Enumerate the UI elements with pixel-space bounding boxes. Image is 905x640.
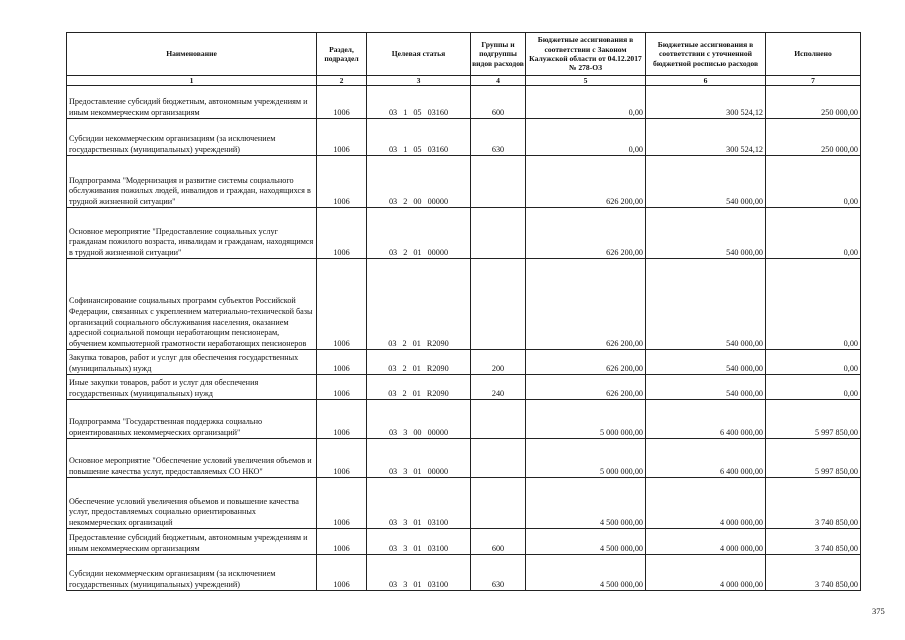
row-name: Основное мероприятие "Предоставление социальных услуг гражданам пожилого возраста, инвалидам и гражданам, находящимся в трудной жизненной ситуации" bbox=[67, 208, 317, 259]
row-name: Софинансирование социальных программ субъектов Российской Федерации, связанных с укреплением материально-технической базы организаций социального обслуживания населения, оказанием адресной социальной помощи неработающим пенсионерам, обучением компьютерной грамотности неработающих пенсионеров bbox=[67, 259, 317, 350]
row-executed-amount: 0,00 bbox=[766, 259, 861, 350]
row-executed-amount: 0,00 bbox=[766, 350, 861, 375]
row-name: Закупка товаров, работ и услуг для обеспечения государственных (муниципальных) нужд bbox=[67, 350, 317, 375]
row-executed-amount: 3 740 850,00 bbox=[766, 478, 861, 529]
row-executed-amount: 250 000,00 bbox=[766, 86, 861, 119]
table-row bbox=[67, 400, 861, 439]
row-target: 03 2 00 00000 bbox=[367, 156, 471, 208]
row-executed-amount: 3 740 850,00 bbox=[766, 555, 861, 591]
row-target: 03 3 01 03100 bbox=[367, 529, 471, 555]
header-executed: Исполнено bbox=[766, 33, 861, 76]
row-group: 600 bbox=[471, 529, 526, 555]
table-row bbox=[67, 208, 861, 259]
row-section: 1006 bbox=[317, 208, 367, 259]
row-refined-amount: 300 524,12 bbox=[646, 86, 766, 119]
row-group: 630 bbox=[471, 555, 526, 591]
row-law-amount: 4 500 000,00 bbox=[526, 555, 646, 591]
column-number: 2 bbox=[317, 76, 367, 86]
row-group: 200 bbox=[471, 350, 526, 375]
row-law-amount: 626 200,00 bbox=[526, 156, 646, 208]
row-refined-amount: 540 000,00 bbox=[646, 375, 766, 400]
row-target: 03 3 01 00000 bbox=[367, 439, 471, 478]
row-refined-amount: 6 400 000,00 bbox=[646, 439, 766, 478]
budget-table bbox=[66, 32, 861, 591]
row-law-amount: 0,00 bbox=[526, 119, 646, 156]
row-target: 03 2 01 00000 bbox=[367, 208, 471, 259]
row-target: 03 1 05 03160 bbox=[367, 119, 471, 156]
row-section: 1006 bbox=[317, 400, 367, 439]
header-target: Целевая статья bbox=[367, 33, 471, 76]
row-group: 600 bbox=[471, 86, 526, 119]
row-name: Субсидии некоммерческим организациям (за исключением государственных (муниципальных) учреждений) bbox=[67, 555, 317, 591]
row-group bbox=[471, 208, 526, 259]
table-row bbox=[67, 156, 861, 208]
row-refined-amount: 540 000,00 bbox=[646, 259, 766, 350]
row-law-amount: 5 000 000,00 bbox=[526, 439, 646, 478]
row-target: 03 2 01 R2090 bbox=[367, 350, 471, 375]
row-target: 03 3 01 03100 bbox=[367, 555, 471, 591]
row-target: 03 3 01 03100 bbox=[367, 478, 471, 529]
row-section: 1006 bbox=[317, 478, 367, 529]
row-section: 1006 bbox=[317, 375, 367, 400]
header-name: Наименование bbox=[67, 33, 317, 76]
column-number: 3 bbox=[367, 76, 471, 86]
row-law-amount: 626 200,00 bbox=[526, 259, 646, 350]
row-name: Подпрограмма "Государственная поддержка социально ориентированных некоммерческих организаций" bbox=[67, 400, 317, 439]
row-name: Основное мероприятие "Обеспечение условий увеличения объемов и повышение качества услуг, предоставляемых СО НКО" bbox=[67, 439, 317, 478]
row-executed-amount: 250 000,00 bbox=[766, 119, 861, 156]
row-refined-amount: 540 000,00 bbox=[646, 350, 766, 375]
header-row bbox=[67, 33, 861, 76]
row-law-amount: 4 500 000,00 bbox=[526, 478, 646, 529]
column-number: 7 bbox=[766, 76, 861, 86]
row-group: 630 bbox=[471, 119, 526, 156]
row-executed-amount: 0,00 bbox=[766, 375, 861, 400]
table-row bbox=[67, 375, 861, 400]
row-law-amount: 0,00 bbox=[526, 86, 646, 119]
row-refined-amount: 4 000 000,00 bbox=[646, 529, 766, 555]
row-refined-amount: 540 000,00 bbox=[646, 208, 766, 259]
row-executed-amount: 3 740 850,00 bbox=[766, 529, 861, 555]
table-row bbox=[67, 350, 861, 375]
header-law: Бюджетные ассигнования в соответствии с Законом Калужской области от 04.12.2017 № 278-ОЗ bbox=[526, 33, 646, 76]
row-section: 1006 bbox=[317, 350, 367, 375]
row-refined-amount: 6 400 000,00 bbox=[646, 400, 766, 439]
row-section: 1006 bbox=[317, 86, 367, 119]
row-target: 03 2 01 R2090 bbox=[367, 375, 471, 400]
row-refined-amount: 4 000 000,00 bbox=[646, 555, 766, 591]
table-row bbox=[67, 86, 861, 119]
row-law-amount: 626 200,00 bbox=[526, 208, 646, 259]
header-section: Раздел, подраздел bbox=[317, 33, 367, 76]
row-executed-amount: 5 997 850,00 bbox=[766, 439, 861, 478]
column-number: 5 bbox=[526, 76, 646, 86]
row-refined-amount: 540 000,00 bbox=[646, 156, 766, 208]
row-group bbox=[471, 439, 526, 478]
row-section: 1006 bbox=[317, 156, 367, 208]
row-executed-amount: 0,00 bbox=[766, 208, 861, 259]
row-section: 1006 bbox=[317, 439, 367, 478]
row-law-amount: 626 200,00 bbox=[526, 375, 646, 400]
table-row bbox=[67, 555, 861, 591]
table-row bbox=[67, 529, 861, 555]
row-group bbox=[471, 400, 526, 439]
row-section: 1006 bbox=[317, 555, 367, 591]
header-refined: Бюджетные ассигнования в соответствии с уточненной бюджетной росписью расходов bbox=[646, 33, 766, 76]
table-row bbox=[67, 439, 861, 478]
page-number: 375 bbox=[872, 606, 885, 616]
row-law-amount: 5 000 000,00 bbox=[526, 400, 646, 439]
row-name: Предоставление субсидий бюджетным, автономным учреждениям и иным некоммерческим организациям bbox=[67, 86, 317, 119]
table-row bbox=[67, 119, 861, 156]
row-group bbox=[471, 156, 526, 208]
row-target: 03 1 05 03160 bbox=[367, 86, 471, 119]
column-number: 1 bbox=[67, 76, 317, 86]
row-group bbox=[471, 478, 526, 529]
row-name: Предоставление субсидий бюджетным, автономным учреждениям и иным некоммерческим организациям bbox=[67, 529, 317, 555]
row-executed-amount: 0,00 bbox=[766, 156, 861, 208]
table-row bbox=[67, 478, 861, 529]
column-number: 6 bbox=[646, 76, 766, 86]
row-name: Подпрограмма "Модернизация и развитие системы социального обслуживания пожилых людей, инвалидов и граждан, находящихся в трудной жизненной ситуации" bbox=[67, 156, 317, 208]
row-law-amount: 626 200,00 bbox=[526, 350, 646, 375]
header-groups: Группы и подгруппы видов расходов bbox=[471, 33, 526, 76]
row-target: 03 2 01 R2090 bbox=[367, 259, 471, 350]
row-group bbox=[471, 259, 526, 350]
column-number-row bbox=[67, 76, 861, 86]
row-section: 1006 bbox=[317, 529, 367, 555]
row-target: 03 3 00 00000 bbox=[367, 400, 471, 439]
row-name: Субсидии некоммерческим организациям (за исключением государственных (муниципальных) учреждений) bbox=[67, 119, 317, 156]
row-name: Иные закупки товаров, работ и услуг для обеспечения государственных (муниципальных) нужд bbox=[67, 375, 317, 400]
row-group: 240 bbox=[471, 375, 526, 400]
row-refined-amount: 300 524,12 bbox=[646, 119, 766, 156]
row-section: 1006 bbox=[317, 259, 367, 350]
row-name: Обеспечение условий увеличения объемов и повышение качества услуг, предоставляемых социально ориентированных некоммерческих организаций bbox=[67, 478, 317, 529]
row-section: 1006 bbox=[317, 119, 367, 156]
row-executed-amount: 5 997 850,00 bbox=[766, 400, 861, 439]
table-row bbox=[67, 259, 861, 350]
column-number: 4 bbox=[471, 76, 526, 86]
row-refined-amount: 4 000 000,00 bbox=[646, 478, 766, 529]
row-law-amount: 4 500 000,00 bbox=[526, 529, 646, 555]
